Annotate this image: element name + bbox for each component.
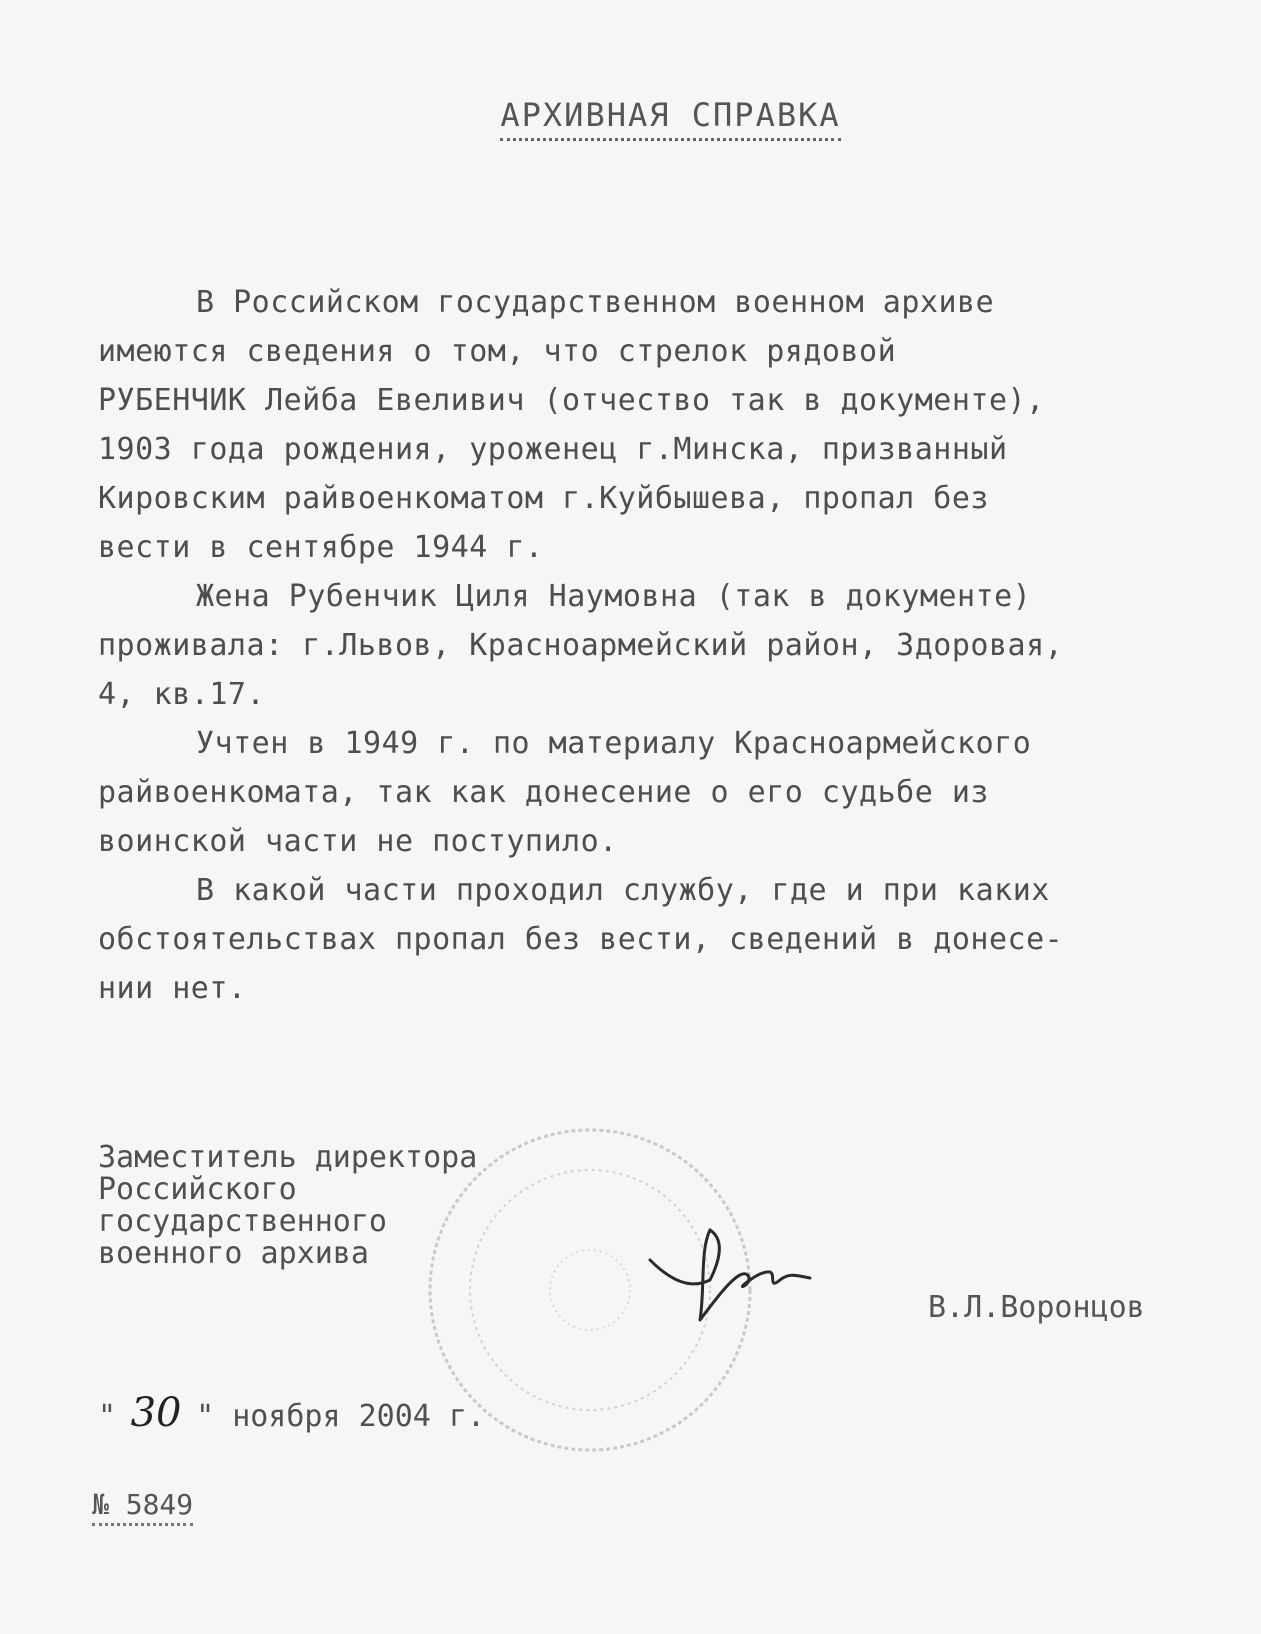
document-number: № 5849 bbox=[92, 1488, 193, 1526]
date-close-quote: " bbox=[196, 1399, 215, 1434]
text-line: Кировским райвоенкоматом г.Куйбышева, пропал без bbox=[98, 481, 989, 516]
text-line: 1903 года рождения, уроженец г.Минска, призванный bbox=[98, 432, 1008, 467]
text-line: нии нет. bbox=[98, 971, 247, 1006]
date-open-quote: " bbox=[98, 1399, 117, 1434]
stamp-center bbox=[550, 1250, 630, 1330]
position-line: Российского bbox=[98, 1172, 297, 1207]
signatory-name: В.Л.Воронцов bbox=[928, 1290, 1145, 1325]
position-line: военного архива bbox=[98, 1236, 369, 1271]
text-line: воинской части не поступило. bbox=[98, 824, 618, 859]
date-rest: ноября 2004 г. bbox=[232, 1399, 486, 1434]
text-line: обстоятельствах пропал без вести, сведений в донесе- bbox=[98, 922, 1064, 957]
text-line: вести в сентябре 1944 г. bbox=[98, 530, 544, 565]
document-body bbox=[98, 278, 1158, 1013]
text-line: В Российском государственном военном архиве bbox=[196, 285, 995, 320]
text-line: Жена Рубенчик Циля Наумовна (так в документе) bbox=[196, 579, 1032, 614]
date-day: 30 bbox=[130, 1390, 182, 1436]
position-line: Заместитель директора bbox=[98, 1140, 478, 1175]
paragraph-3 bbox=[98, 719, 1158, 866]
document-title: АРХИВНАЯ СПРАВКА bbox=[0, 96, 1261, 141]
signatory-position bbox=[98, 1142, 477, 1270]
paragraph-1 bbox=[98, 278, 1158, 572]
text-line: Учтен в 1949 г. по материалу Красноармейского bbox=[196, 726, 1032, 761]
handwritten-signature bbox=[640, 1220, 820, 1330]
text-line: проживала: г.Львов, Красноармейский район, Здоровая, bbox=[98, 628, 1064, 663]
signature-stroke bbox=[650, 1230, 810, 1320]
paragraph-4 bbox=[98, 866, 1158, 1013]
document-date bbox=[98, 1390, 485, 1436]
text-line: имеются сведения о том, что стрелок рядовой bbox=[98, 334, 897, 369]
paragraph-2 bbox=[98, 572, 1158, 719]
text-line: В какой части проходил службу, где и при каких bbox=[196, 873, 1050, 908]
position-line: государственного bbox=[98, 1204, 387, 1239]
text-line: 4, кв.17. bbox=[98, 677, 266, 712]
text-line: РУБЕНЧИК Лейба Евеливич (отчество так в документе), bbox=[98, 383, 1045, 418]
text-line: райвоенкомата, так как донесение о его судьбе из bbox=[98, 775, 989, 810]
